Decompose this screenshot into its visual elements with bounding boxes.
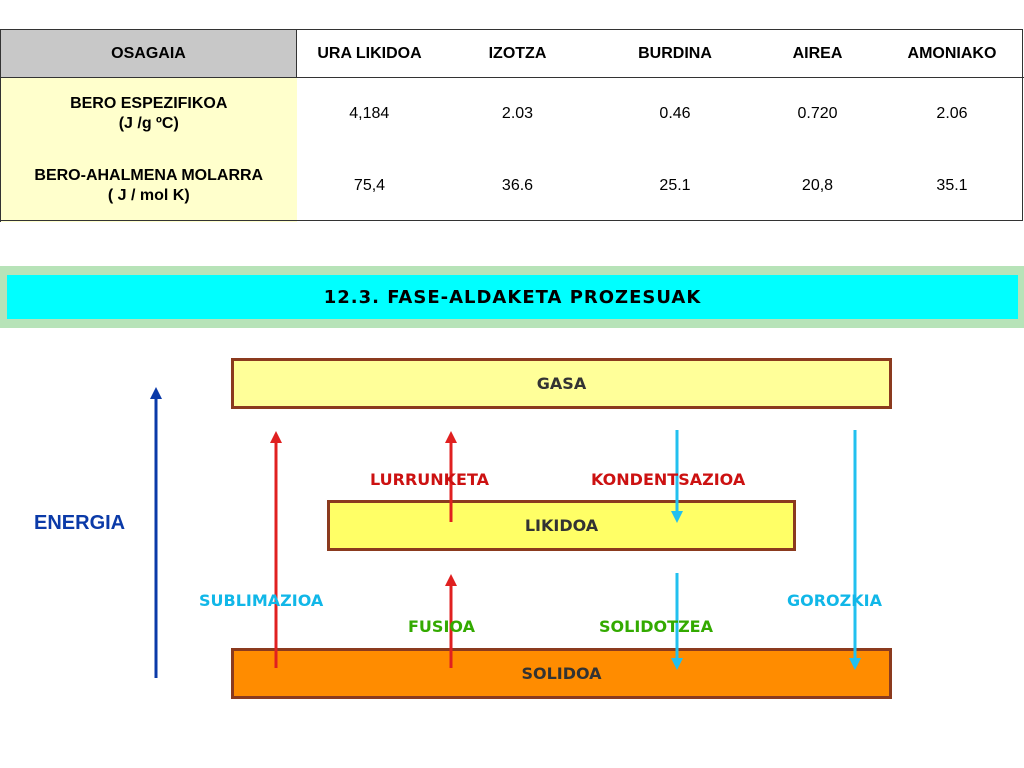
row-label-unit: ( J / mol K) — [107, 186, 190, 204]
table-cell: 35.1 — [878, 150, 1024, 222]
condensation-label: KONDENTSAZIOA — [591, 470, 746, 489]
row-label-line: BERO ESPEZIFIKOA — [70, 94, 228, 112]
energy-axis-label: ENERGIA — [34, 512, 126, 534]
column-header: IZOTZA — [443, 30, 593, 78]
gas-state-label: GASA — [536, 374, 587, 393]
table-cell: 75,4 — [297, 150, 443, 222]
row-label-unit: (J /g ºC) — [118, 114, 179, 132]
column-header: URA LIKIDOA — [297, 30, 443, 78]
liquid-state-label: LIKIDOA — [524, 516, 599, 535]
table-cell: 2.06 — [878, 78, 1024, 150]
sublimation-label: SUBLIMAZIOA — [199, 591, 324, 610]
section-title: 12.3. FASE-ALDAKETA PROZESUAK — [323, 286, 702, 308]
deposition-label: GOROZKIA — [787, 591, 882, 610]
row-label-line: BERO-AHALMENA MOLARRA — [34, 166, 264, 184]
table-cell: 36.6 — [443, 150, 593, 222]
vaporization-label: LURRUNKETA — [370, 470, 490, 489]
table-cell: 0.720 — [758, 78, 878, 150]
table-cell: 25.1 — [593, 150, 758, 222]
solidification-label: SOLIDOTZEA — [599, 617, 713, 636]
table-cell: 4,184 — [297, 78, 443, 150]
table-cell: 0.46 — [593, 78, 758, 150]
table-cell: 20,8 — [758, 150, 878, 222]
table-cell: 2.03 — [443, 78, 593, 150]
column-header: AIREA — [758, 30, 878, 78]
column-header: OSAGAIA — [1, 30, 297, 78]
fusion-label: FUSIOA — [408, 617, 475, 636]
solid-state-label: SOLIDOA — [521, 664, 602, 683]
column-header: BURDINA — [593, 30, 758, 78]
column-header: AMONIAKO — [878, 30, 1024, 78]
